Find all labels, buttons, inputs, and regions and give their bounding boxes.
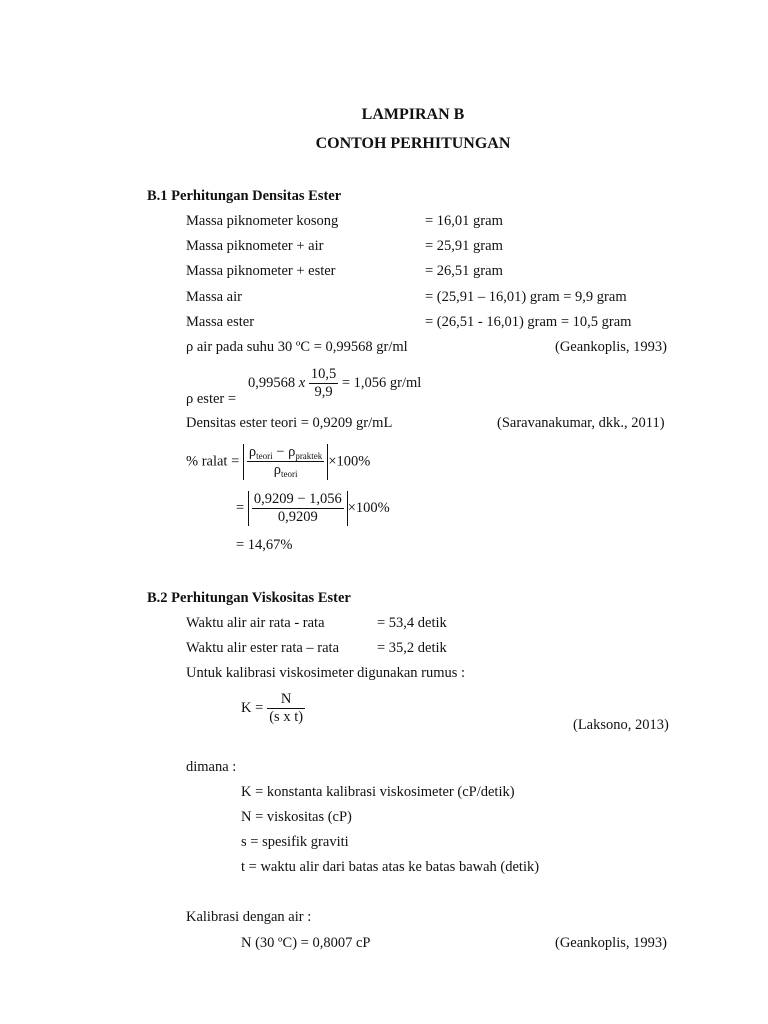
b2-row-value: = 35,2 detik	[377, 640, 447, 656]
b1-row-label: Massa piknometer kosong	[186, 213, 339, 229]
k-fraction	[267, 691, 305, 726]
densitas-teori: Densitas ester teori = 0,9209 gr/mL	[186, 415, 393, 431]
minus-rho: − ρ	[272, 444, 296, 460]
b1-row-label: Massa air	[186, 289, 242, 305]
times-symbol: x	[298, 374, 306, 391]
ralat-fraction	[247, 444, 324, 480]
citation-laksono: (Laksono, 2013)	[573, 717, 669, 733]
b1-row-label: Massa piknometer + air	[186, 238, 324, 254]
definition-item: K = konstanta kalibrasi viskosimeter (cP/detik)	[241, 784, 515, 800]
citation-geankoplis: (Geankoplis, 1993)	[555, 339, 667, 355]
b2-row-value: = 53,4 detik	[377, 615, 447, 631]
subscript: praktek	[295, 451, 323, 461]
fraction-numerator	[247, 444, 324, 462]
fraction-numerator: 0,9209 − 1,056	[253, 491, 342, 507]
definition-item: s = spesifik graviti	[241, 834, 349, 850]
b1-row-value: = 26,51 gram	[425, 263, 503, 279]
rho-ester-coef: 0,99568	[248, 374, 296, 391]
section-heading-b2: B.2 Perhitungan Viskositas Ester	[147, 590, 351, 606]
rho-ester-equation	[248, 366, 421, 401]
b2-row-label: Waktu alir ester rata – rata	[186, 640, 340, 656]
rho-ester-fraction	[309, 366, 338, 401]
k-label: K =	[241, 699, 264, 716]
b1-row-value: = (25,91 – 16,01) gram = 9,9 gram	[425, 289, 627, 305]
kalibrasi-text: Untuk kalibrasi viskosimeter digunakan rumus :	[186, 665, 466, 681]
page-title: LAMPIRAN B	[361, 106, 465, 123]
k-formula	[241, 691, 305, 726]
b2-row-label: Waktu alir air rata - rata	[186, 615, 325, 631]
kalibrasi-air-label: Kalibrasi dengan air :	[186, 909, 312, 925]
step2-absolute	[248, 491, 348, 526]
b1-row-label: Massa ester	[186, 314, 255, 330]
fraction-numerator: 10,5	[310, 366, 337, 382]
ralat-label: % ralat =	[186, 453, 240, 470]
rho-ester-result: = 1,056 gr/ml	[341, 374, 422, 391]
subscript: teori	[280, 469, 298, 480]
definition-item: t = waktu alir dari batas atas ke batas bawah (detik)	[241, 859, 540, 875]
b1-row-value: = 16,01 gram	[425, 213, 503, 229]
dimana-label: dimana :	[186, 759, 237, 775]
step2-fraction	[252, 491, 344, 526]
rho-ester-label: ρ ester =	[186, 391, 237, 407]
n30-value: N (30 ºC) = 0,8007 cP	[241, 935, 371, 951]
fraction-denominator	[247, 462, 324, 480]
citation-geankoplis: (Geankoplis, 1993)	[555, 935, 667, 951]
b1-row-value: = (26,51 - 16,01) gram = 10,5 gram	[425, 314, 632, 330]
ralat-result: = 14,67%	[236, 537, 293, 553]
equals-sign: =	[236, 499, 245, 516]
times-100: ×100%	[328, 453, 371, 470]
b1-row-label: Massa piknometer + ester	[186, 263, 336, 279]
fraction-numerator: N	[267, 691, 305, 709]
b1-row-value: = 25,91 gram	[425, 238, 503, 254]
subscript: teori	[256, 451, 273, 461]
fraction-denominator: (s x t)	[269, 708, 304, 725]
fraction-denominator: 9,9	[314, 383, 333, 400]
page-subtitle: CONTOH PERHITUNGAN	[315, 135, 511, 152]
ralat-formula	[186, 444, 370, 480]
times-100: ×100%	[347, 499, 390, 516]
ralat-step-2	[236, 491, 390, 526]
rho-symbol: ρ	[248, 444, 257, 460]
fraction-denominator: 0,9209	[277, 508, 318, 525]
citation-saravanakumar: (Saravanakumar, dkk., 2011)	[497, 415, 665, 431]
section-heading-b1: B.1 Perhitungan Densitas Ester	[147, 188, 342, 204]
definition-item: N = viskositas (cP)	[241, 809, 352, 825]
rho-symbol: ρ	[273, 462, 281, 479]
rho-air-statement: ρ air pada suhu 30 ºC = 0,99568 gr/ml	[186, 339, 408, 355]
ralat-absolute	[243, 444, 328, 480]
